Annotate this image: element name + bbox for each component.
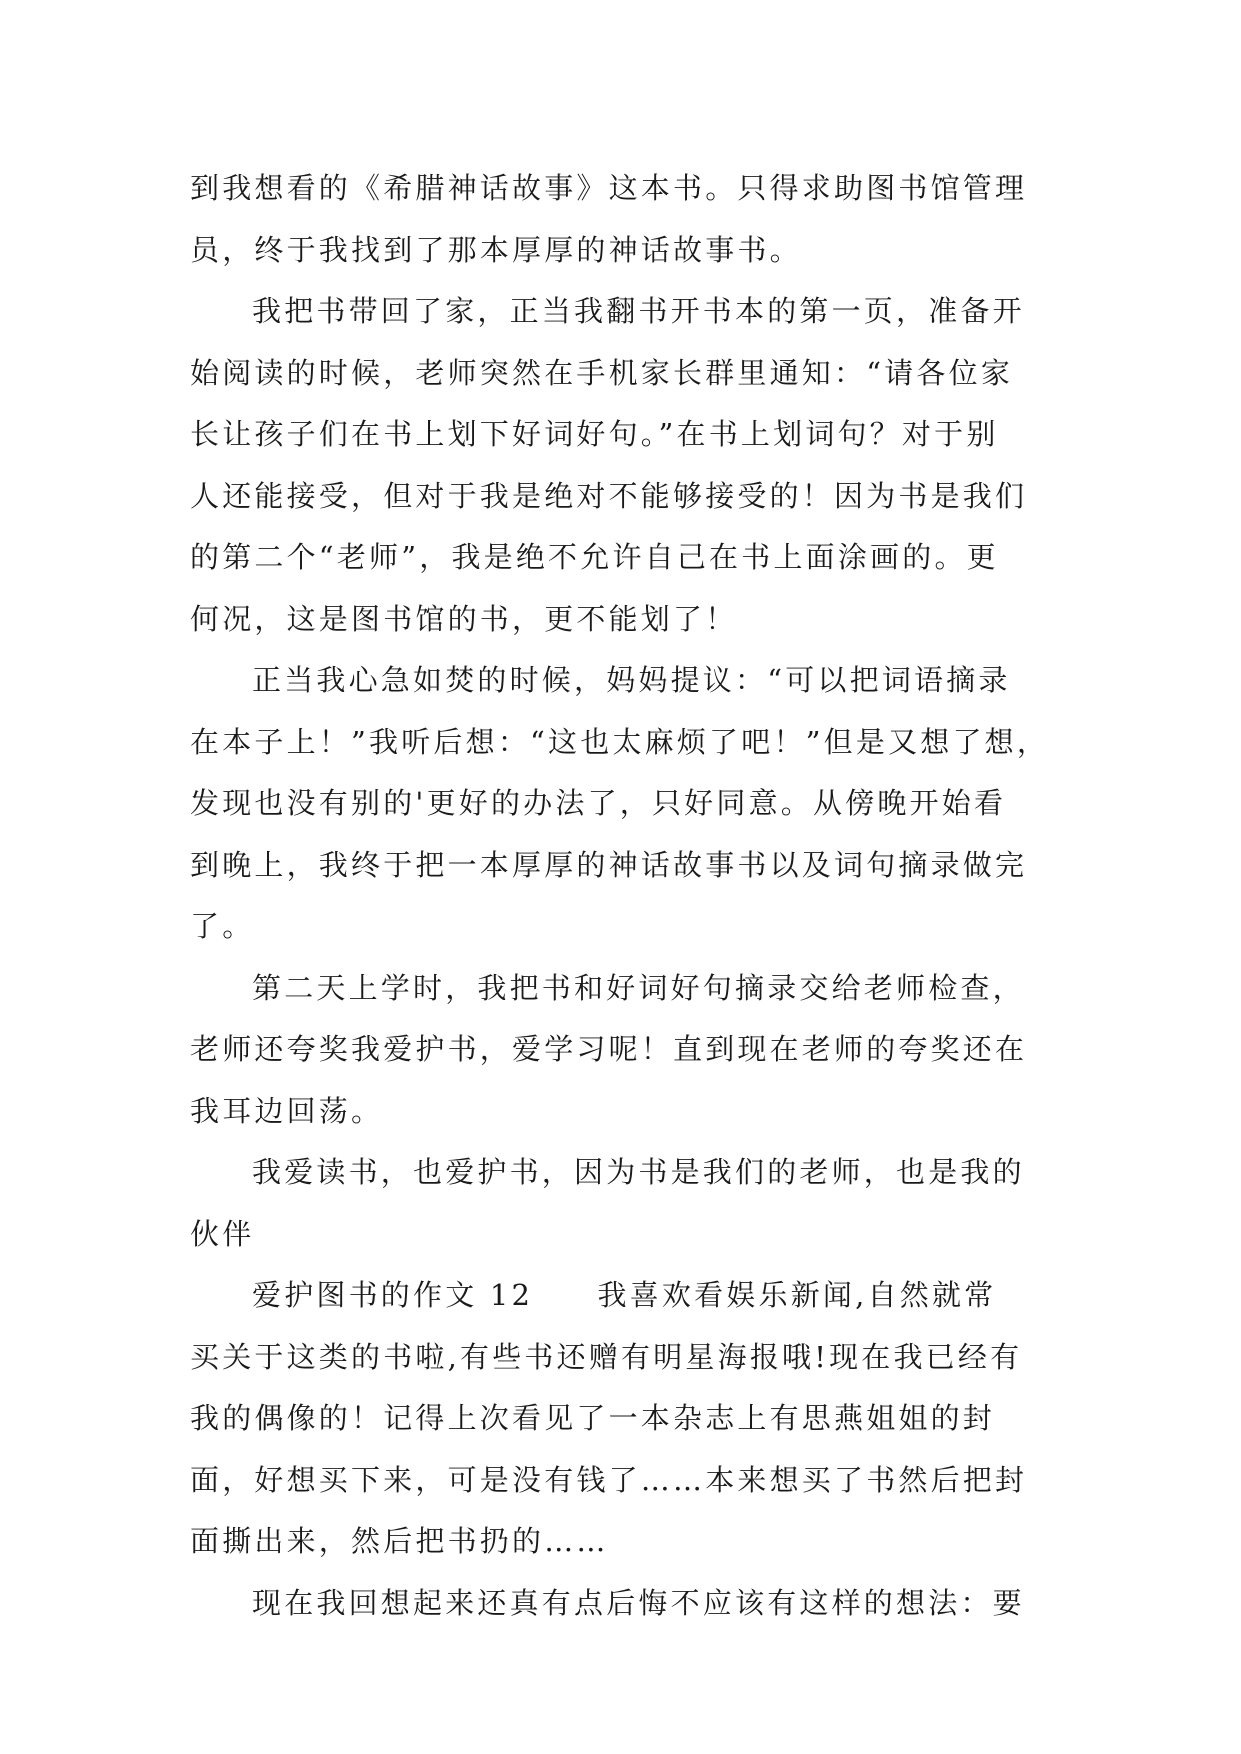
text-line: 现在我回想起来还真有点后悔不应该有这样的想法：要 (252, 1585, 1025, 1620)
text-line: 我耳边回荡。 (190, 1093, 384, 1128)
text-line: 我把书带回了家，正当我翻书开书本的第一页，准备开 (252, 294, 1025, 328)
text-line: 爱护图书的作文 12 我喜欢看娱乐新闻,自然就常 (252, 1278, 997, 1312)
text-line: 在本子上！”我听后想：“这也太麻烦了吧！”但是又想了想， (190, 724, 1050, 759)
text-line: 老师还夸奖我爱护书，爱学习呢！直到现在老师的夸奖还在 (190, 1032, 1028, 1066)
text-line: 正当我心急如焚的时候，妈妈提议：“可以把词语摘录 (252, 663, 1011, 697)
text-line: 面，好想买下来，可是没有钱了……本来想买了书然后把封 (190, 1462, 1028, 1497)
text-line: 到我想看的《希腊神话故事》这本书。只得求助图书馆管理 (190, 171, 1028, 205)
text-line: 人还能接受，但对于我是绝对不能够接受的！因为书是我们 (190, 478, 1028, 513)
text-line: 买关于这类的书啦,有些书还赠有明星海报哦!现在我已经有 (190, 1339, 1023, 1374)
text-line: 伙伴 (190, 1216, 255, 1251)
text-line: 我爱读书，也爱护书，因为书是我们的老师，也是我的 (252, 1155, 1025, 1189)
text-line: 第二天上学时，我把书和好词好句摘录交给老师检查， (252, 970, 1025, 1005)
text-line: 何况，这是图书馆的书，更不能划了！ (190, 601, 738, 636)
text-line: 始阅读的时候，老师突然在手机家长群里通知：“请各位家 (190, 355, 1014, 390)
text-line: 面撕出来，然后把书扔的…… (190, 1524, 609, 1558)
text-line: 的第二个“老师”，我是绝不允许自己在书上面涂画的。更 (190, 540, 999, 574)
text-line: 到晚上，我终于把一本厚厚的神话故事书以及词句摘录做完 (190, 847, 1028, 882)
text-line: 长让孩子们在书上划下好词好句。”在书上划词句？对于别 (190, 417, 999, 451)
text-line: 员，终于我找到了那本厚厚的神话故事书。 (190, 232, 802, 267)
essay-text (190, 158, 1050, 1634)
text-line: 发现也没有别的'更好的办法了，只好同意。从傍晚开始看 (190, 786, 1007, 820)
text-line: 我的偶像的！记得上次看见了一本杂志上有思燕姐姐的封 (190, 1401, 996, 1435)
text-line: 了。 (190, 909, 255, 943)
